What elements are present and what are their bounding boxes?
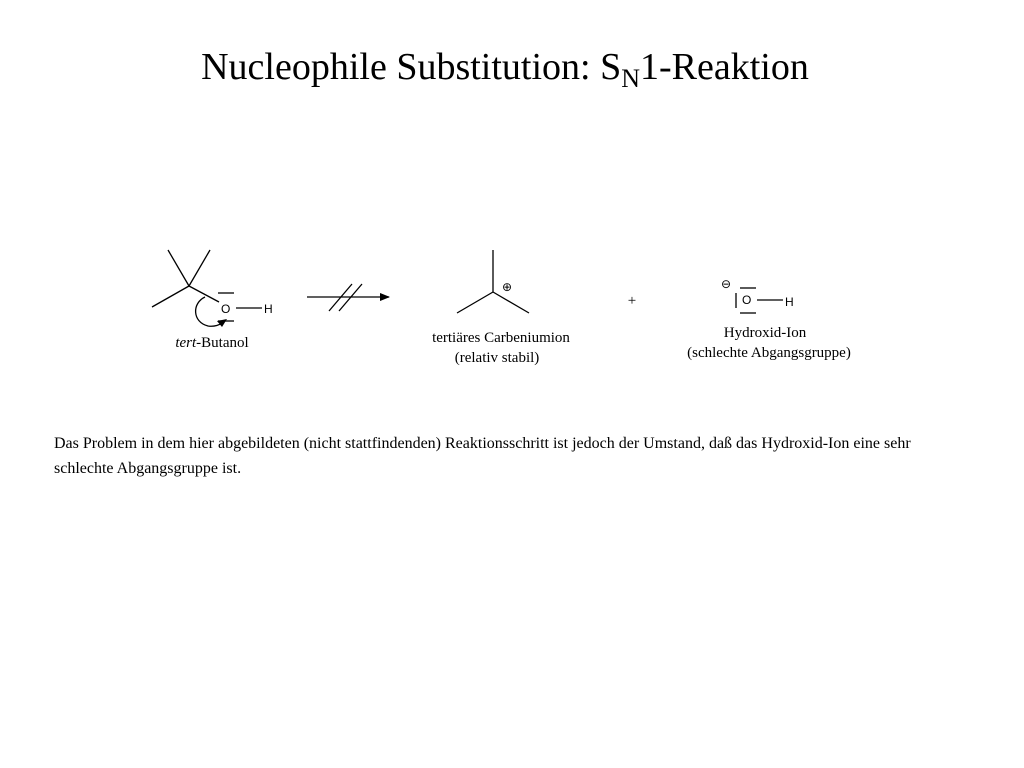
bond-methyl-right (493, 292, 529, 313)
plus-sign: + (627, 293, 637, 309)
hydroxide-hydrogen-label: H (785, 295, 794, 309)
electron-arrow-head-icon (217, 319, 227, 327)
title-tail: 1-Reaktion (640, 46, 809, 88)
bond-methyl-lower-left (152, 286, 189, 307)
bond-carbon-oxygen (189, 286, 219, 302)
tert-butanol-structure (152, 250, 273, 351)
bond-methyl-upper-left (168, 250, 189, 286)
hydrogen-atom-label: H (264, 302, 273, 316)
crossed-reaction-arrow (307, 284, 389, 311)
tert-butanol-caption: tert-Butanol (175, 335, 249, 351)
title-main: Nucleophile Substitution: S (201, 46, 622, 88)
hydroxide-caption-line2: (schlechte Abgangsgruppe) (687, 345, 851, 361)
carbenium-ion-structure (432, 250, 570, 366)
carbenium-caption-line2: (relativ stabil) (454, 350, 540, 366)
negative-charge-icon: ⊖ (720, 277, 732, 291)
hydroxide-caption-line1: Hydroxid-Ion (723, 325, 807, 341)
carbenium-caption-line1: tertiäres Carbeniumion (432, 330, 570, 346)
positive-charge-icon: ⊕ (501, 280, 513, 294)
bond-methyl-left (457, 292, 493, 313)
hydroxide-oxygen-label: O (742, 293, 752, 307)
oxygen-atom-label: O (221, 302, 231, 316)
hydroxide-ion-structure (687, 277, 851, 361)
title-subscript: N (621, 64, 641, 93)
explanation-paragraph: Das Problem in dem hier abgebildeten (nicht stattfindenden) Reaktionsschritt ist jedoch der Umstand, daß das Hydroxid-Ion eine sehr schlechte Abgangsgruppe ist. (54, 435, 911, 477)
bond-methyl-upper-right (189, 250, 210, 286)
